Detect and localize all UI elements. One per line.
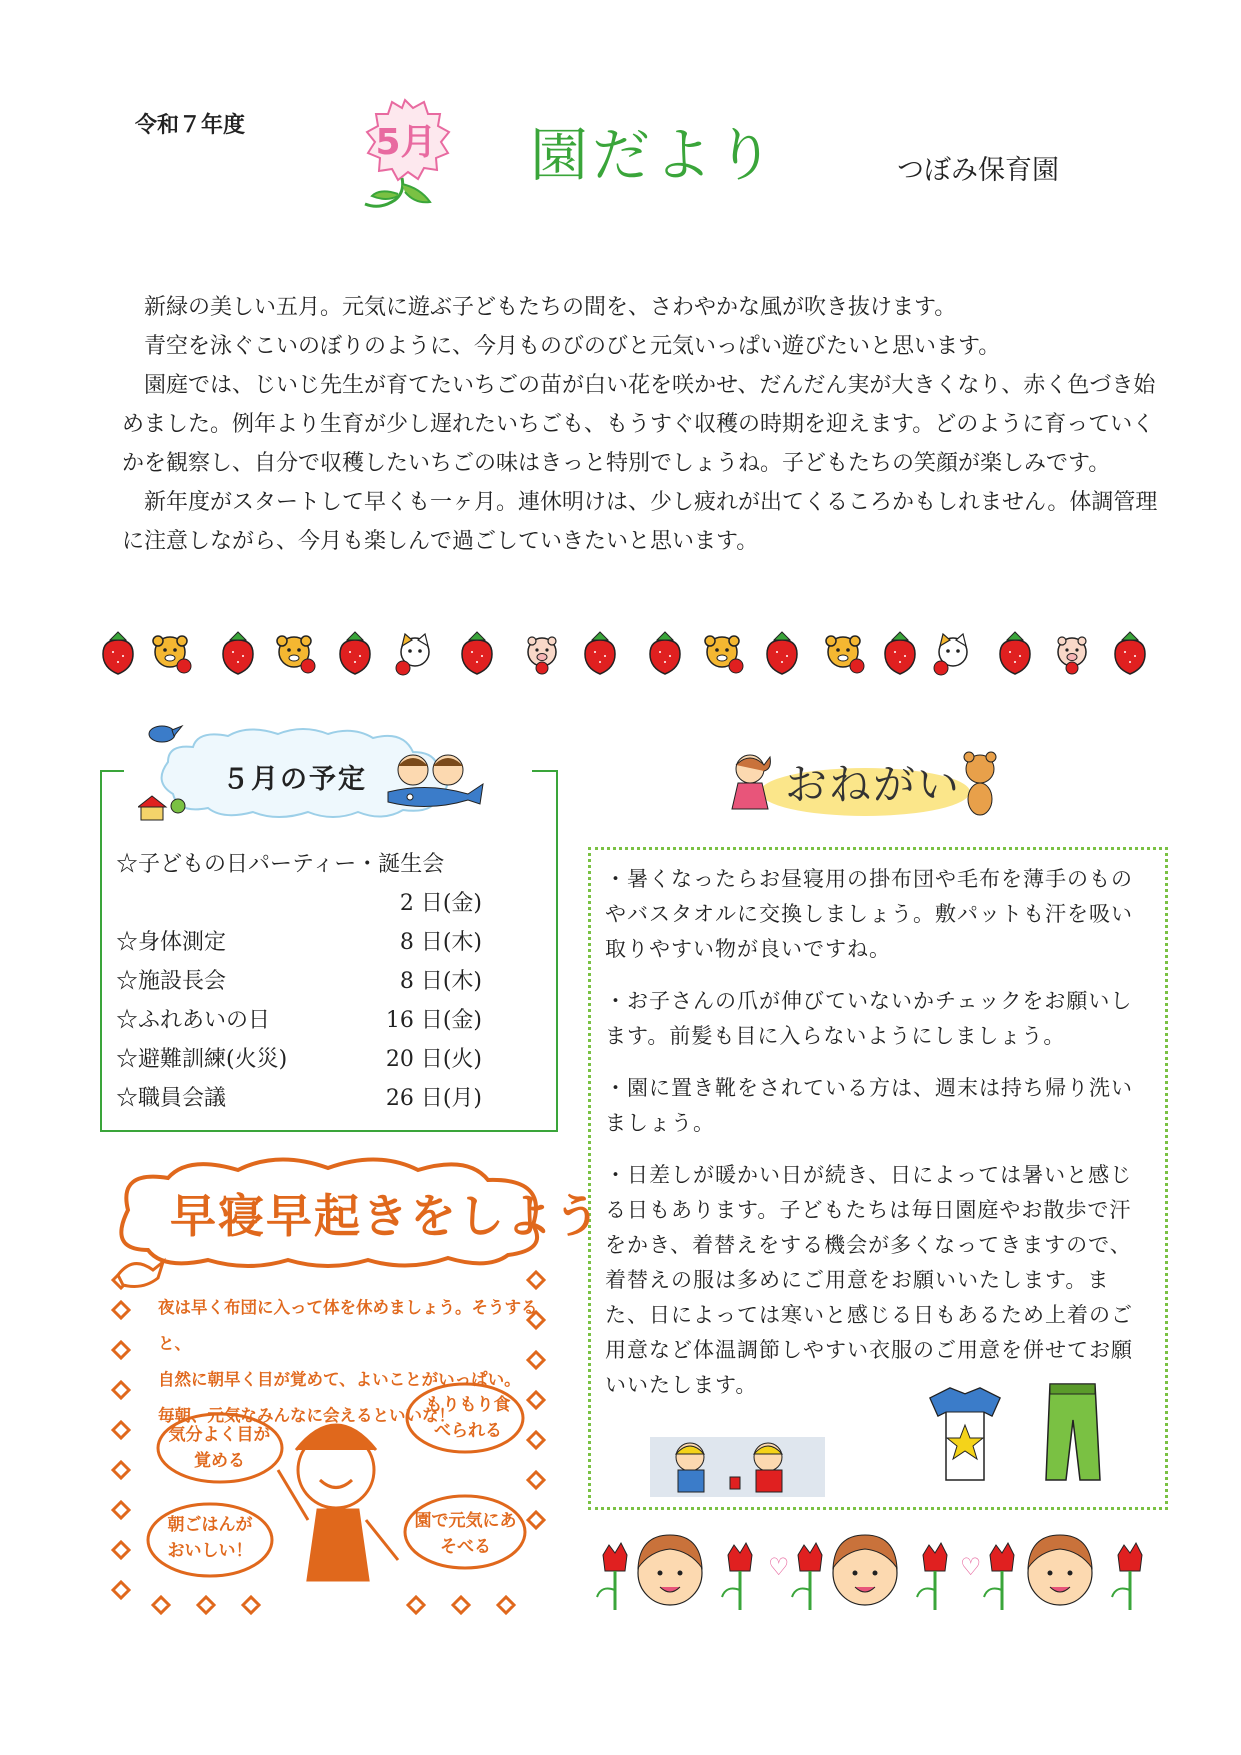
newsletter-title: 園だより [530, 121, 779, 189]
poster-bubble: 朝ごはんがおいしい！ [167, 1515, 253, 1561]
schedule-row [116, 1001, 546, 1040]
intro-paragraph: 園庭では、じいじ先生が育てたいちごの苗が白い花を咲かせ、だんだん実が大きくなり、赤く色づき始めました。例年より生育が少し遅れたいちごも、もうすぐ収穫の時期を迎えます。どのように育っていくかを観察し、自分で収穫したいちごの味はきっと特別でしょうね。子どもたちの笑顔が楽しみです。 [122, 373, 1156, 476]
poster-line: 毎朝、元気なみんなに会えるといいな！ [158, 1406, 455, 1425]
bear-icon [964, 752, 996, 815]
schedule-row [116, 1040, 546, 1079]
carnation-month-badge [350, 92, 460, 217]
bluebird-icon [149, 726, 182, 742]
schedule-item: ☆避難訓練(火災) [116, 1047, 288, 1072]
walking-child-icon [278, 1425, 398, 1580]
schedule-row [116, 1079, 546, 1118]
poster-line: 自然に朝早く目が覚めて、よいことがいっぱい。 [158, 1370, 521, 1389]
schedule-item: ☆ふれあいの日 [116, 1008, 271, 1033]
strawberry-animal-border [100, 630, 1150, 680]
intro-paragraph: 新年度がスタートして早くも一ヶ月。連休明けは、少し疲れが出てくるころかもしれません。体調管理に注意しながら、今月も楽しんで過ごしていきたいと思います。 [122, 490, 1158, 554]
schedule-row [116, 923, 546, 962]
schedule-item: ☆身体測定 [116, 930, 227, 955]
schedule-date: 20 日(火) [385, 1047, 482, 1072]
request-item: ・暑くなったらお昼寝用の掛布団や毛布を薄手のものやバスタオルに交換しましょう。敷パットも汗を吸い取りやすい物が良いですね。 [605, 867, 1133, 961]
heart-icon: ♡ [960, 1553, 982, 1581]
schedule-date: 26 日(月) [385, 1086, 482, 1111]
request-list [605, 862, 1150, 1420]
pants-icon [1046, 1384, 1100, 1480]
heart-icon: ♡ [768, 1553, 790, 1581]
poster-bubble: もりもり食べられる [425, 1395, 511, 1441]
fiscal-year: 令和７年度 [135, 113, 246, 138]
schedule-item: ☆施設長会 [116, 969, 227, 994]
children-sandbox-illustration [650, 1432, 825, 1502]
poster-title: 早寝早起きをしよう [170, 1189, 602, 1243]
request-item: ・日差しが暖かい日が続き、日によっては暑いと感じる日もあります。子どもたちは毎日園庭やお散歩で汗をかき、着替えをする機会が多くなってきますので、着替えの服は多めにご用意をお願いいたします。また、日によっては寒いと感じる日もあるため上着のご用意など体温調節しやすい衣服のご用意を併せてお願いいたします。 [605, 1163, 1133, 1397]
month-badge-text: 5月 [375, 122, 437, 163]
schedule-title: ５月の予定 [222, 764, 367, 795]
poster-bubble: 気分よく目が覚める [168, 1425, 271, 1471]
clothes-illustration [920, 1380, 1120, 1490]
schedule-list [116, 845, 546, 1118]
nursery-name: つぼみ保育園 [897, 155, 1059, 186]
intro-text [122, 288, 1162, 561]
schedule-row [116, 845, 546, 884]
intro-paragraph: 新緑の美しい五月。元気に遊ぶ子どもたちの間を、さわやかな風が吹き抜けます。 [144, 295, 957, 320]
schedule-date: 16 日(金) [385, 1008, 482, 1033]
schedule-row [116, 884, 546, 923]
schedule-row [116, 962, 546, 1001]
tshirt-icon [930, 1388, 1000, 1480]
schedule-item: ☆職員会議 [116, 1086, 227, 1111]
girl-icon [732, 755, 770, 809]
poster-line: 夜は早く布団に入って体を休めましょう。そうすると、 [158, 1298, 538, 1353]
house-icon [138, 796, 185, 820]
request-item: ・園に置き靴をされている方は、週末は持ち帰り洗いましょう。 [605, 1076, 1133, 1135]
poster-bubble: 園で元気にあそべる [414, 1511, 517, 1557]
schedule-item: ☆子どもの日パーティー・誕生会 [116, 852, 445, 877]
schedule-date: 8 日(木) [399, 930, 482, 955]
schedule-date: 2 日(金) [399, 891, 482, 916]
bird-icon [118, 1262, 163, 1286]
request-heading: おねがい [785, 760, 962, 809]
schedule-date: 8 日(木) [399, 969, 482, 994]
carnation-faces-border [590, 1525, 1170, 1640]
request-item: ・お子さんの爪が伸びていないかチェックをお願いします。前髪も目に入らないようにしましょう。 [605, 989, 1133, 1048]
intro-paragraph: 青空を泳ぐこいのぼりのように、今月ものびのびと元気いっぱい遊びたいと思います。 [144, 334, 1001, 359]
